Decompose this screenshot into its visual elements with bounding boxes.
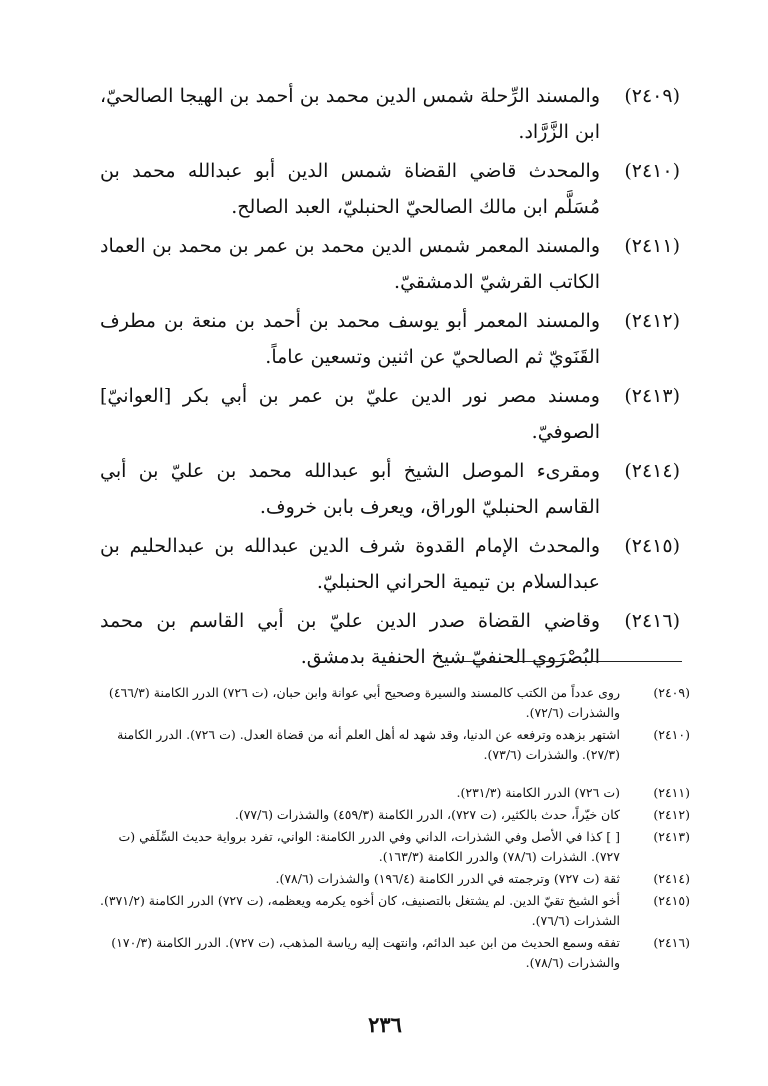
footnote-number: (٢٤١١) [653, 785, 690, 800]
entry-text: والمحدث الإمام القدوة شرف الدين عبدالله بن عبدالحليم بن عبدالسلام بن تيمية الحراني الحنبليّ. [100, 535, 600, 593]
footnote-number: (٢٤١٠) [653, 727, 690, 742]
footnote-number: (٢٤١٥) [653, 893, 690, 908]
entry-text: وقاضي القضاة صدر الدين عليّ بن أبي القاسم بن محمد البُصْرَوي الحنفيّ شيخ الحنفية بدمشق. [100, 610, 600, 668]
entry-2413 [100, 378, 680, 450]
footnote-text: أخو الشيخ تقيّ الدين. لم يشتغل بالتصنيف، كان أخوه يكرمه ويعظمه، (ت ٧٢٧) الدرر الكامنة (٣٧١/٢). الشذرات (٧٦/٦). [100, 893, 620, 928]
entry-number: (٢٤١١) [624, 235, 680, 257]
footnote-text: تفقه وسمع الحديث من ابن عبد الدائم، وانتهت إليه رياسة المذهب، (ت ٧٢٧). الدرر الكامنة (١٧٠/٣) والشذرات (٧٨/٦). [111, 935, 620, 970]
entry-2412 [100, 303, 680, 375]
entry-text: والمسند المعمر أبو يوسف محمد بن أحمد بن منعة بن مطرف القَنَويّ ثم الصالحيّ عن اثنين وتسعين عاماً. [100, 310, 600, 368]
footnote-text: كان خيّراً، حدث بالكثير، (ت ٧٢٧)، الدرر الكامنة (٤٥٩/٣) والشذرات (٧٧/٦). [234, 807, 620, 822]
footnote-number: (٢٤١٤) [653, 871, 690, 886]
footnote-2411 [100, 783, 690, 803]
entry-2410 [100, 153, 680, 225]
entry-2411 [100, 228, 680, 300]
footnote-text: [ ] كذا في الأصل وفي الشذرات، الداني وفي الدرر الكامنة: الواني، تفرد برواية حديث السِّلَفي (ت ٧٢٧). الشذرات (٧٨/٦) والدرر الكامنة (١٦٣/٣). [118, 829, 620, 864]
footnote-gap [100, 767, 690, 783]
entry-text: والمحدث قاضي القضاة شمس الدين أبو عبدالله محمد بن مُسَلَّم ابن مالك الصالحيّ الحنبليّ، العبد الصالح. [100, 160, 600, 218]
entry-number: (٢٤١٣) [624, 385, 680, 407]
footnote-2409 [100, 683, 690, 723]
footnote-text: ثقة (ت ٧٢٧) وترجمته في الدرر الكامنة (١٩٦/٤) والشذرات (٧٨/٦). [275, 871, 620, 886]
footnote-number: (٢٤١٢) [653, 807, 690, 822]
entry-number: (٢٤٠٩) [624, 85, 680, 107]
entry-number: (٢٤١٠) [624, 160, 680, 182]
footnote-2414 [100, 869, 690, 889]
entry-text: ومسند مصر نور الدين عليّ بن عمر بن أبي بكر [العوانيّ] الصوفيّ. [100, 385, 600, 443]
footnote-separator [440, 661, 682, 662]
entry-2415 [100, 528, 680, 600]
footnote-text: روى عدداً من الكتب كالمسند والسيرة وصحيح أبي عوانة وابن حبان، (ت ٧٢٦) الدرر الكامنة (٤٦٦/٣) والشذرات (٧٢/٦). [108, 685, 620, 720]
entry-2416 [100, 603, 680, 675]
entry-text: والمسند الرِّحلة شمس الدين محمد بن أحمد بن الهيجا الصالحيّ، ابن الزَّرَّاد. [100, 85, 600, 143]
entry-number: (٢٤١٤) [624, 460, 680, 482]
footnotes [100, 683, 690, 975]
footnote-text: اشتهر بزهده وترفعه عن الدنيا، وقد شهد له أهل العلم أنه من قضاة العدل. (ت ٧٢٦). الدرر الكامنة (٢٧/٣). والشذرات (٧٣/٦). [117, 727, 620, 762]
footnote-2416 [100, 933, 690, 973]
entry-text: ومقرىء الموصل الشيخ أبو عبدالله محمد بن عليّ بن أبي القاسم الحنبليّ الوراق، ويعرف بابن خروف. [100, 460, 600, 518]
entry-text: والمسند المعمر شمس الدين محمد بن عمر بن محمد بن العماد الكاتب القرشيّ الدمشقيّ. [100, 235, 600, 293]
main-text [100, 78, 680, 678]
footnote-2415 [100, 891, 690, 931]
footnote-number: (٢٤١٣) [653, 829, 690, 844]
footnote-2412 [100, 805, 690, 825]
entry-number: (٢٤١٥) [624, 535, 680, 557]
footnote-number: (٢٤١٦) [653, 935, 690, 950]
footnote-2410 [100, 725, 690, 765]
footnote-number: (٢٤٠٩) [653, 685, 690, 700]
entry-2414 [100, 453, 680, 525]
page-number: ٢٣٦ [368, 1012, 402, 1037]
footnote-2413 [100, 827, 690, 867]
entry-number: (٢٤١٦) [624, 610, 680, 632]
entry-2409 [100, 78, 680, 150]
footnote-text: (ت ٧٢٦) الدرر الكامنة (٢٣١/٣). [456, 785, 620, 800]
entry-number: (٢٤١٢) [624, 310, 680, 332]
